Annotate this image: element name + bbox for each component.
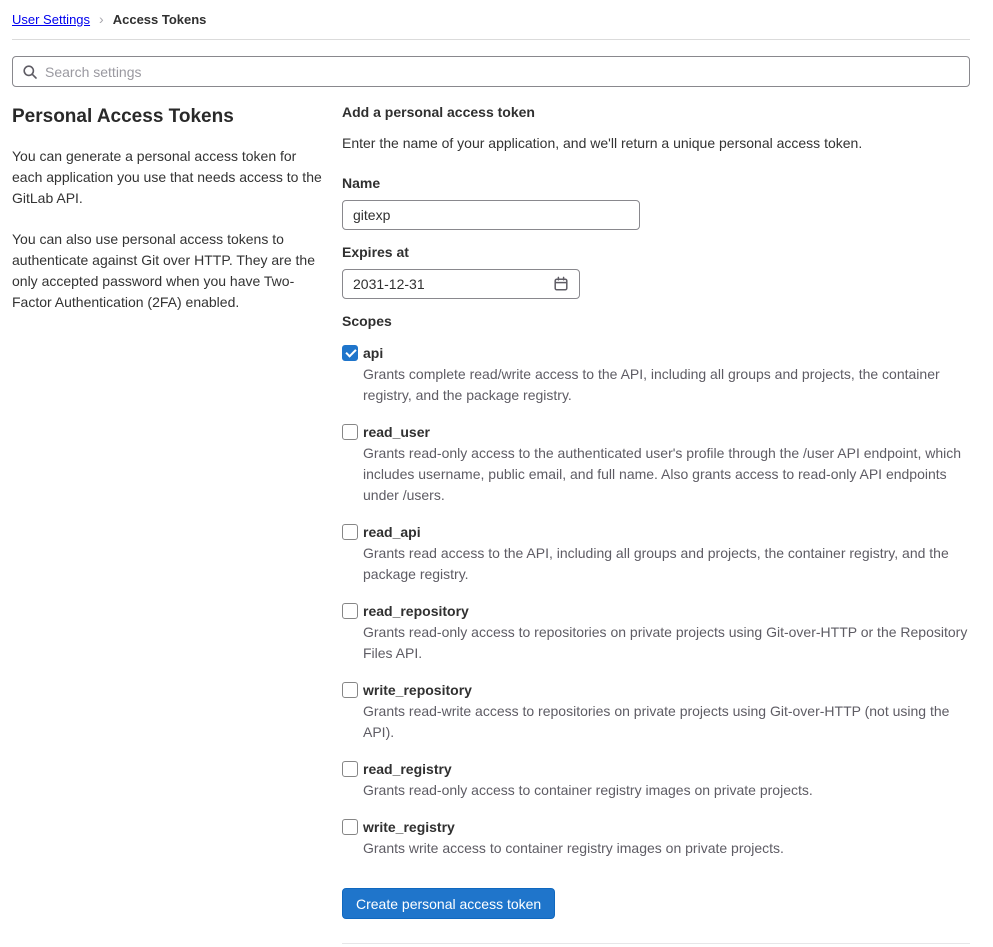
token-name-input[interactable] (342, 200, 640, 230)
breadcrumb-user-settings-link[interactable]: User Settings (12, 11, 91, 27)
scope-description-write-registry: Grants write access to container registry images on private projects. (363, 840, 784, 856)
settings-search (12, 56, 970, 87)
scope-checkbox-read-user[interactable] (342, 424, 358, 440)
scope-text (363, 522, 970, 585)
scope-description-api: Grants complete read/write access to the API, including all groups and projects, the container registry, and the package registry. (363, 366, 940, 403)
content-columns (12, 103, 970, 944)
scope-description-read-repository: Grants read-only access to repositories on private projects using Git-over-HTTP or the Repository Files API. (363, 624, 968, 661)
scope-name-write-repository[interactable]: write_repository (363, 682, 472, 698)
scope-name-read-user[interactable]: read_user (363, 424, 430, 440)
scope-row-read-user (342, 422, 970, 506)
scope-text (363, 343, 970, 406)
scope-checkbox-write-registry[interactable] (342, 819, 358, 835)
header-divider (12, 39, 970, 40)
scope-name-write-registry[interactable]: write_registry (363, 819, 455, 835)
section-description-column (12, 103, 322, 944)
breadcrumb-current-page: Access Tokens (112, 11, 207, 27)
create-token-button[interactable]: Create personal access token (342, 888, 555, 919)
scope-checkbox-read-repository[interactable] (342, 603, 358, 619)
section-paragraph-2: You can also use personal access tokens to authenticate against Git over HTTP. They are the only accepted password when you have Two-Factor Authentication (2FA) enabled. (12, 231, 315, 310)
expires-at-field-label: Expires at (342, 244, 409, 260)
scope-row-read-api (342, 522, 970, 585)
search-input[interactable] (12, 56, 970, 87)
scope-row-api (342, 343, 970, 406)
expires-at-input[interactable] (342, 269, 580, 299)
scope-text (363, 601, 970, 664)
scope-checkbox-read-registry[interactable] (342, 761, 358, 777)
search-icon (22, 64, 38, 80)
chevron-right-icon: › (99, 11, 104, 27)
scope-checkbox-api[interactable] (342, 345, 358, 361)
scope-checkbox-write-repository[interactable] (342, 682, 358, 698)
scope-description-read-registry: Grants read-only access to container registry images on private projects. (363, 782, 813, 798)
scope-text (363, 817, 784, 859)
expires-at-field (342, 269, 580, 299)
section-paragraph-1: You can generate a personal access token for each application you use that needs access to the GitLab API. (12, 148, 322, 206)
scope-row-read-repository (342, 601, 970, 664)
scope-name-read-registry[interactable]: read_registry (363, 761, 452, 777)
page-title: Personal Access Tokens (12, 106, 234, 127)
scope-row-write-repository (342, 680, 970, 743)
scope-description-read-user: Grants read-only access to the authenticated user's profile through the /user API endpoint, which includes username, public email, and full name. Also grants access to read-only API endpoints under /users. (363, 445, 962, 503)
scope-row-write-registry (342, 817, 970, 859)
form-title: Add a personal access token (342, 104, 535, 120)
scope-text (363, 759, 813, 801)
scope-checkbox-read-api[interactable] (342, 524, 358, 540)
scope-text (363, 680, 970, 743)
scopes-label: Scopes (342, 313, 392, 329)
scope-text (363, 422, 970, 506)
scope-name-api[interactable]: api (363, 345, 384, 361)
scope-name-read-api[interactable]: read_api (363, 524, 421, 540)
breadcrumb (12, 8, 970, 30)
scope-description-read-api: Grants read access to the API, including all groups and projects, the container registry, and the package registry. (363, 545, 949, 582)
token-form (342, 103, 970, 944)
scope-description-write-repository: Grants read-write access to repositories on private projects using Git-over-HTTP (not using the API). (363, 703, 950, 740)
scope-name-read-repository[interactable]: read_repository (363, 603, 469, 619)
name-field-label: Name (342, 175, 381, 191)
form-description: Enter the name of your application, and we'll return a unique personal access token. (342, 135, 863, 151)
section-bottom-divider (342, 943, 970, 944)
scope-row-read-registry (342, 759, 970, 801)
